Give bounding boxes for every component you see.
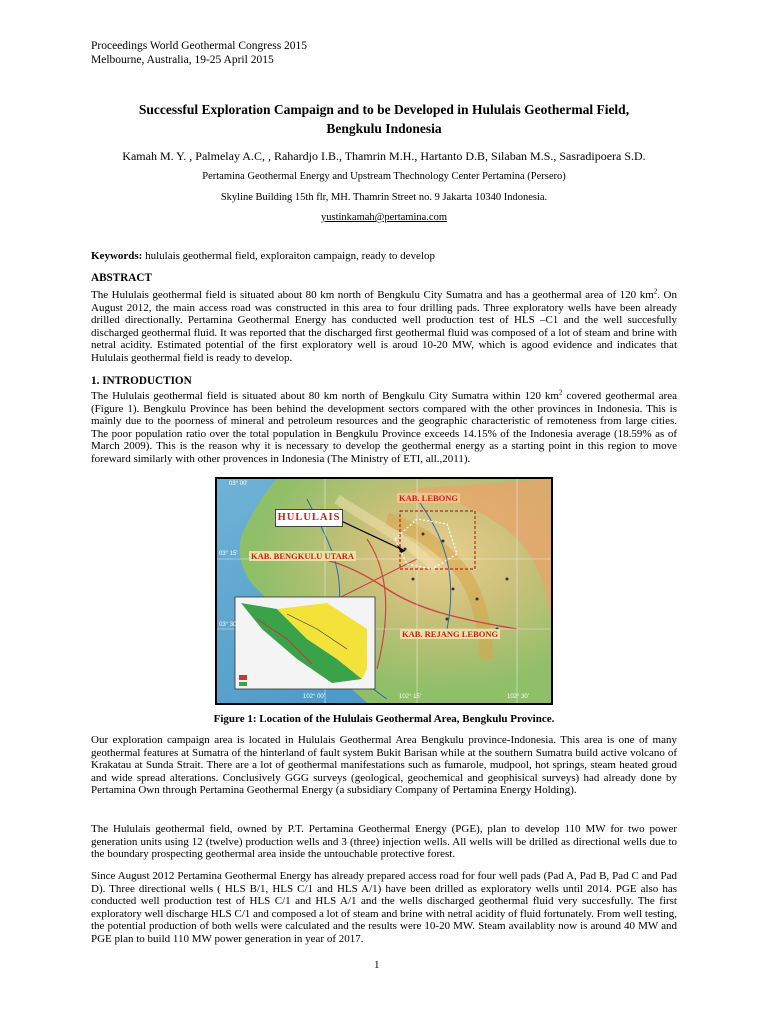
email-row	[40, 212, 728, 223]
intro-text-a: The Hululais geothermal field is situated about 80 km north of Bengkulu City Sumatra within 120 km	[91, 390, 559, 402]
lat-tick-1: 03° 00'	[229, 481, 248, 487]
lat-tick-3: 03° 30'	[219, 622, 238, 628]
lon-tick-2: 102° 15'	[399, 694, 421, 700]
abstract-heading: ABSTRACT	[91, 272, 152, 284]
introduction-text	[91, 390, 677, 465]
abstract-text-b: . On August 2012, the main access road was constructed in this area to four drilling pads. Three exploratory wells have been already drilled directionally. Pertamina Geothermal Energy has conducted well production test of HLS –C1 and the well succesfully discharged geothermal fluid. It was reported that the discharged first geothermal fluid was composed of a lot of steam and brine with netral acidity. Estimated potential of the first exploratory well is aroud 10-20 MW, which is agood evidence and indicates that Hululais geothermal field is ready to develop.	[91, 289, 677, 364]
affiliation-org: Pertamina Geothermal Energy and Upstream Thechnology Center Pertamina (Persero)	[202, 171, 566, 182]
location-map-figure	[215, 477, 553, 705]
lon-tick-1: 102° 00'	[303, 694, 325, 700]
lat-tick-2: 03° 15'	[219, 551, 238, 557]
paragraph-well-testing: Since August 2012 Pertamina Geothermal Energy has already prepared access road for four well pads (Pad A, Pad B, Pad C and Pad D). Three directional wells ( HLS B/1, HLS C/1 and HLS A/1) have been drilled as exploratory wells until 2014. PGE also has conducted well production test of HLS C/1 and HLS A/1 and the wells discharged geothermal fluid very succesfully. The first exploratory well discharge HLS C/1 and composed a lot of steam and brine with netral acidity of fluid fortunately. From well testing, the potential production of both wells were calculated and the results were 10-20 MW. Steam availablity now is around 40 MW and PGE plan to build 110 MW power generation in year of 2017.	[91, 870, 677, 945]
proceedings-header	[91, 40, 307, 67]
title-line-1: Successful Exploration Campaign and to be Developed in Hululais Geothermal Field,	[138, 102, 630, 117]
figure-caption: Figure 1: Location of the Hululais Geothermal Area, Bengkulu Province.	[213, 713, 555, 725]
conference-location: Melbourne, Australia, 19-25 April 2015	[91, 53, 274, 66]
paragraph-development-plan: The Hululais geothermal field, owned by P.T. Pertamina Geothermal Energy (PGE), plan to develop 110 MW for two power generation units using 12 (twelve) production wells and 3 (three) injection wells. All wells will be drilled as directional wells due to the boundary prospecting geothermal area inside the untouchable protective forest.	[91, 823, 677, 860]
kab-lebong-label: KAB. LEBONG	[399, 493, 459, 503]
introduction-heading: 1. INTRODUCTION	[91, 375, 192, 387]
email-link[interactable]: yustinkamah@pertamina.com	[320, 212, 447, 223]
keywords-text: hululais geothermal field, exploraiton campaign, ready to develop	[142, 250, 435, 262]
kab-rejang-lebong-label: KAB. REJANG LEBONG	[402, 629, 499, 639]
conference-name: Proceedings World Geothermal Congress 2015	[91, 40, 308, 52]
page-number: 1	[374, 959, 380, 971]
affiliation-address: Skyline Building 15th flr, MH. Thamrin Street no. 9 Jakarta 10340 Indonesia.	[220, 192, 548, 203]
hululais-label: HULULAIS	[275, 509, 343, 527]
author-list: Kamah M. Y. , Palmelay A.C, , Rahardjo I.B., Thamrin M.H., Hartanto D.B, Silaban M.S., Sasradipoera S.D.	[122, 149, 646, 163]
keywords	[91, 250, 677, 263]
kab-bengkulu-utara-label: KAB. BENGKULU UTARA	[251, 551, 355, 561]
abstract-superscript: 2	[653, 287, 658, 296]
paper-title	[60, 100, 708, 138]
paragraph-exploration-area: Our exploration campaign area is located in Hululais Geothermal Area Bengkulu province-Indonesia. This area is one of many geothermal features at Sumatra of the hinterland of fault system Bukit Barisan while at the southern Sumatra build active volcano of Krakatau at Sunda Strait. There are a lot of geothermal manifestations such as fumarole, mudpool, hot springs, steam heated groud and wide spread alterations. Conclusively GGG surveys (geological, geochemical and geophisical surveys) had already done by Pertamina Own through Pertamina Geothermal Energy (a subsidiary Company of Pertamina Energy Holding).	[91, 734, 677, 796]
abstract-text-a: The Hululais geothermal field is situated about 80 km north of Bengkulu City Sumatra and has a geothermal area of 120 km	[91, 289, 654, 301]
keywords-label: Keywords:	[91, 250, 143, 262]
intro-superscript: 2	[558, 388, 563, 397]
abstract-text	[91, 289, 677, 364]
lon-tick-3: 102° 30'	[507, 694, 529, 700]
title-line-2: Bengkulu Indonesia	[326, 121, 442, 136]
map-graphic	[217, 479, 551, 703]
intro-text-b: covered geothermal area (Figure 1). Bengkulu Province has been behind the development sectors compared with the other provinces in Indonesia. This is mainly due to the poorness of mineral and petroleum resources and the geographic characteristic of remoteness from large cities. The poor population ratio over the total population in Bengkulu Province exceeds 14.15% of the Indonesia average (18.59% as of March 2009). This is the reason why it is necessary to develop the geothermal energy as a starting point in this region to move foreward similarly with other provences in Indonesia (The Ministry of ETI, all.,2011).	[91, 390, 677, 465]
